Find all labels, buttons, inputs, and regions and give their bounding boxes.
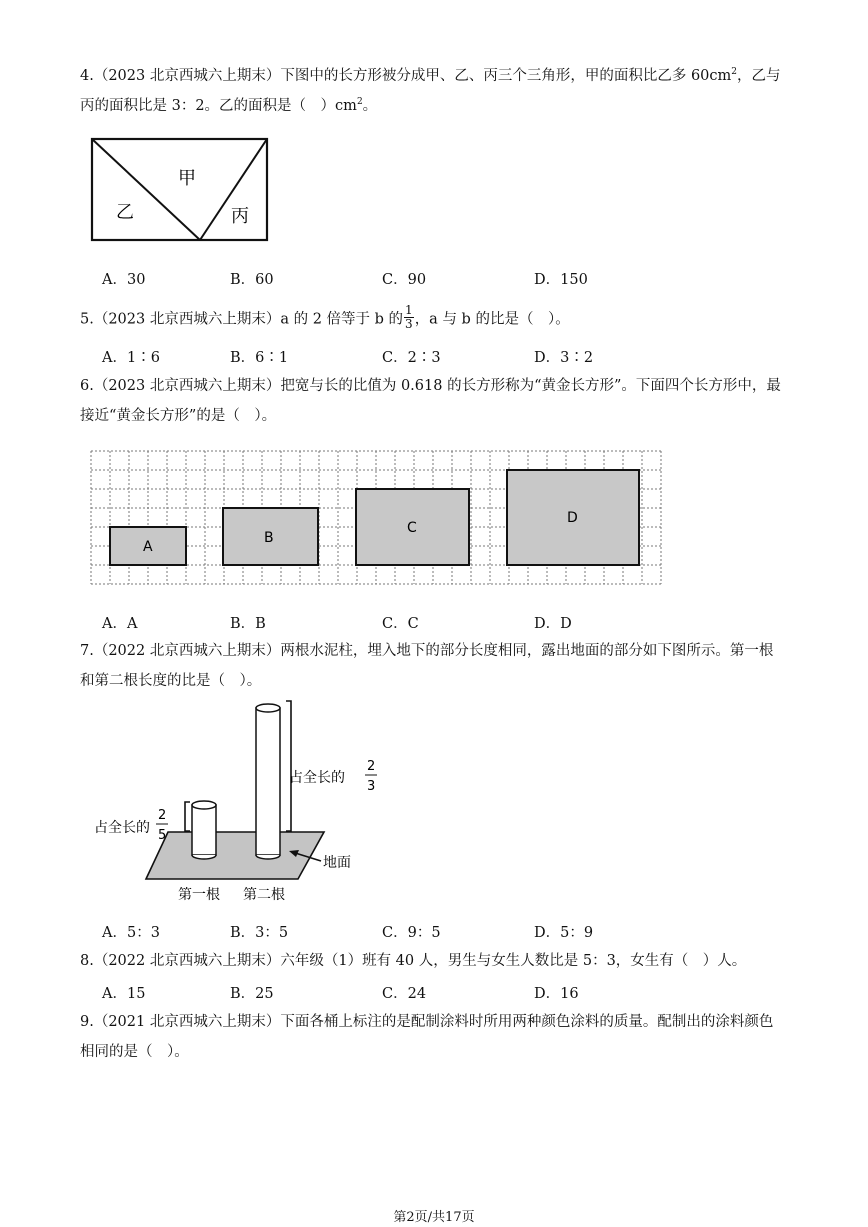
q5-option-b[interactable]: B．6∶1	[230, 350, 289, 366]
q7-left-num: 2	[158, 808, 167, 823]
q8-line1: 8.（2022 北京西城六上期末）六年级（1）班有 40 人，男生与女生人数比是 5：3，女生有（ ）人。	[80, 953, 747, 969]
q7-left-den: 5	[158, 828, 167, 843]
q7-line2: 和第二根长度的比是（ ）。	[80, 673, 262, 689]
q4-unit-sup2: 2	[356, 97, 363, 108]
q4-line1-text: 4.（2023 北京西城六上期末）下图中的长方形被分成甲、乙、丙三个三角形，甲的面积比乙多 60cm	[80, 68, 732, 84]
q5-frac-num: 1	[405, 303, 413, 317]
q4-diagonal-left	[92, 139, 200, 240]
q7-option-a[interactable]: A．5：3	[102, 925, 160, 941]
q7-pillar2-base	[256, 855, 280, 859]
q6-label-d: D	[567, 510, 578, 526]
q7-label-pillar1: 第一根	[178, 887, 220, 903]
q4-label-jia: 甲	[178, 168, 196, 189]
q4-label-yi: 乙	[116, 202, 134, 223]
q4-option-a[interactable]: A．30	[102, 272, 146, 288]
q8-option-a[interactable]: A．15	[102, 986, 146, 1002]
q7-pillar1-body	[192, 805, 216, 855]
q7-left-bracket	[185, 802, 190, 831]
q4-label-bing: 丙	[231, 206, 249, 227]
q7-pillar1-base	[192, 855, 216, 859]
q4-option-d[interactable]: D．150	[534, 272, 588, 288]
q5-option-a[interactable]: A．1∶6	[102, 350, 160, 366]
q4-unit-sup: 2	[731, 67, 738, 78]
q5-option-c[interactable]: C．2∶3	[382, 350, 441, 366]
q7-right-bracket	[286, 701, 291, 831]
q4-line2	[80, 96, 377, 116]
q5-text-a: 5.（2023 北京西城六上期末）a 的 2 倍等于 b 的	[80, 311, 404, 328]
q4-line2-tail: 。	[362, 98, 378, 114]
q8-option-d[interactable]: D．16	[534, 986, 579, 1002]
q5-text-b: ，a 与 b 的比是（ ）。	[414, 311, 570, 328]
q7-option-c[interactable]: C．9：5	[382, 925, 441, 941]
q6-option-d[interactable]: D．D	[534, 616, 572, 632]
page-number-footer: 第2页/共17页	[393, 1210, 475, 1225]
q4-line2-text: 丙的面积比是 3：2。乙的面积是（ ）cm	[80, 98, 357, 114]
q7-label-ground: 地面	[323, 855, 351, 871]
q7-option-b[interactable]: B．3：5	[230, 925, 289, 941]
q5-frac-den: 3	[405, 317, 413, 331]
q7-pillar1-top	[192, 801, 216, 809]
q4-option-b[interactable]: B．60	[230, 272, 274, 288]
q7-right-den: 3	[367, 779, 376, 794]
q6-line1: 6.（2023 北京西城六上期末）把宽与长的比值为 0.618 的长方形称为“黄金长方形”。下面四个长方形中，最	[80, 378, 781, 394]
q6-option-a[interactable]: A．A	[102, 616, 138, 632]
q7-option-d[interactable]: D．5：9	[534, 925, 594, 941]
q7-right-num: 2	[367, 759, 376, 774]
q7-pillar2-top	[256, 704, 280, 712]
q7-ground-plane	[146, 832, 324, 879]
q6-option-c[interactable]: C．C	[382, 616, 419, 632]
q7-label-right: 占全长的	[289, 770, 345, 786]
q7-pillar2-body	[256, 708, 280, 855]
q5-line1	[80, 303, 570, 333]
q4-option-c[interactable]: C．90	[382, 272, 427, 288]
q6-label-a: A	[143, 539, 153, 555]
q6-line2: 接近“黄金长方形”的是（ ）。	[80, 408, 277, 424]
q6-label-c: C	[407, 520, 417, 536]
q8-option-c[interactable]: C．24	[382, 986, 427, 1002]
q4-rectangle-figure	[88, 136, 272, 244]
q9-line1: 9.（2021 北京西城六上期末）下面各桶上标注的是配制涂料时所用两种颜色涂料的质量。配制出的涂料颜色	[80, 1014, 774, 1030]
q4-line1-tail: ，乙与	[737, 68, 781, 84]
q7-line1: 7.（2022 北京西城六上期末）两根水泥柱，埋入地下的部分长度相同，露出地面的部分如下图所示。第一根	[80, 643, 774, 659]
q7-label-left: 占全长的	[94, 820, 150, 836]
q5-option-d[interactable]: D．3∶2	[534, 350, 594, 366]
q5-fraction	[404, 304, 414, 331]
q6-option-b[interactable]: B．B	[230, 616, 266, 632]
q7-pillars-figure	[88, 698, 388, 908]
q6-label-b: B	[264, 530, 274, 546]
q9-line2: 相同的是（ ）。	[80, 1044, 189, 1060]
q6-grid-figure	[88, 448, 662, 588]
q4-line1	[80, 66, 781, 86]
q7-label-pillar2: 第二根	[243, 887, 285, 903]
q8-option-b[interactable]: B．25	[230, 986, 274, 1002]
